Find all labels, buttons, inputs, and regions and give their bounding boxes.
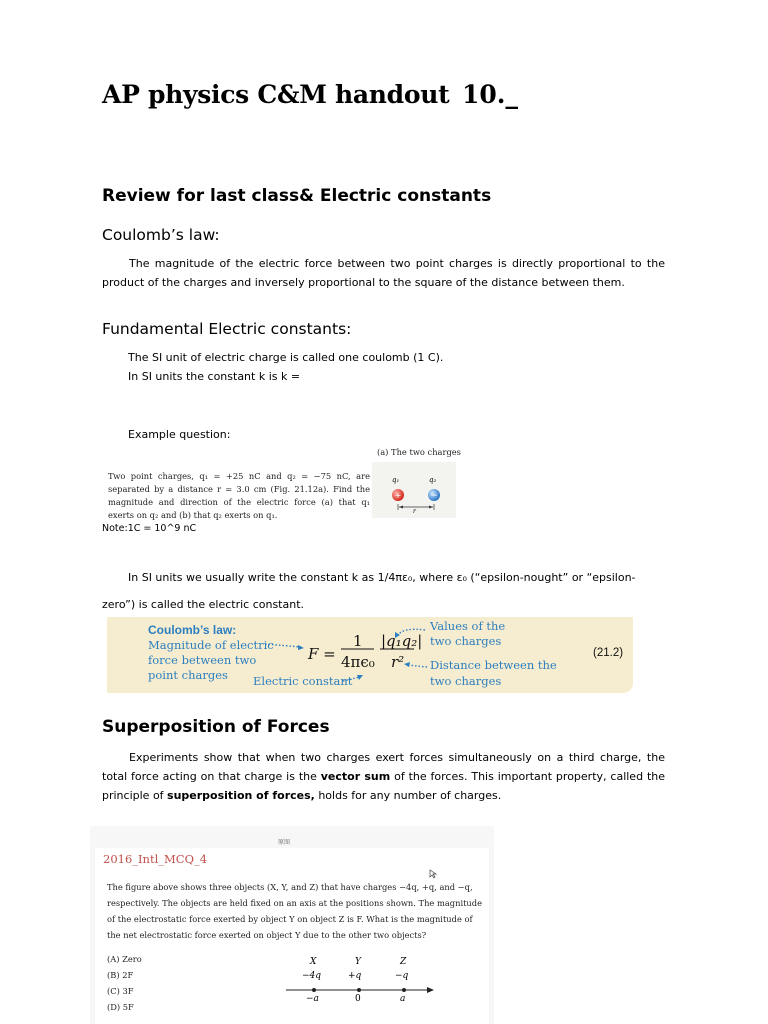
cursor-icon — [429, 869, 437, 879]
formula-r-squared: r² — [391, 653, 405, 671]
si-k-line: In SI units the constant k is k = — [128, 370, 301, 383]
epsilon-line-1: In SI units we usually write the constant k as 1/4πε₀, where ε₀ (“epsilon-nought” or “epsilon- — [128, 571, 636, 584]
mcq-option-a: (A) Zero — [107, 954, 142, 964]
formula-denominator: 4πϵ₀ — [341, 653, 375, 671]
charge-y: +q — [348, 971, 362, 981]
formula-charges: |q₁q₂| — [381, 632, 423, 650]
formula-F: F = — [308, 645, 336, 663]
q1-label: q₁ — [392, 476, 400, 484]
charge-z: −q — [395, 971, 409, 981]
svg-text:−: − — [430, 491, 438, 501]
charge-axis-diagram — [258, 955, 448, 1015]
axis-label-x: X — [310, 957, 317, 967]
formula-title: Coulomb’s law: — [148, 623, 237, 637]
formula-numerator: 1 — [353, 632, 363, 650]
charge-x: −4q — [302, 971, 322, 981]
distance-r-label: r — [413, 508, 416, 515]
epsilon-line-2: zero”) is called the electric constant. — [102, 598, 305, 611]
si-unit-line: The SI unit of electric charge is called one coulomb (1 C). — [128, 351, 444, 364]
formula-left-label-2: force between two — [148, 653, 257, 667]
formula-values-label-2: two charges — [430, 634, 502, 648]
point-y — [357, 988, 361, 992]
superposition-term: superposition of forces, — [167, 789, 315, 802]
formula-values-label-1: Values of the — [430, 619, 506, 633]
axis-line — [258, 955, 448, 1015]
axis-label-y: Y — [355, 957, 361, 967]
coulomb-heading: Coulomb’s law: — [102, 226, 220, 244]
fundamental-constants-heading: Fundamental Electric constants: — [102, 320, 352, 338]
mcq-title: 2016_Intl_MCQ_4 — [103, 852, 208, 866]
superposition-heading: Superposition of Forces — [102, 717, 330, 737]
point-z — [402, 988, 406, 992]
formula-constant-label: Electric constant — [253, 674, 353, 688]
mcq-option-c: (C) 3F — [107, 986, 134, 996]
superposition-text-1: Experiments show that when two charges exert forces simultaneously on a third charge, the total force acting on that charge is the — [102, 751, 665, 783]
formula-distance-label-1: Distance between the — [430, 658, 557, 672]
axis-label-z: Z — [400, 957, 407, 967]
position-y: 0 — [355, 994, 361, 1004]
mcq-option-b: (B) 2F — [107, 970, 134, 980]
page-title: AP physics C&M handout — [102, 80, 450, 109]
position-z: a — [400, 994, 406, 1004]
coulomb-law-formula-box — [107, 617, 633, 693]
example-figure-caption: (a) The two charges — [377, 447, 461, 457]
svg-text:+: + — [394, 491, 402, 500]
superposition-paragraph — [102, 748, 665, 805]
coulomb-paragraph: The magnitude of the electric force between two point charges is directly proportional to the product of the charges and inversely proportional to the square of the distance between them. — [102, 257, 665, 289]
q2-label: q₂ — [429, 476, 437, 484]
mcq-question-text: The figure above shows three objects (X, Y, and Z) that have charges −4q, +q, and −q, respectively. The objects are held fixed on an axis at the positions shown. The magnitude of the electrostatic force exerted by object Y on object Z is F. What is the magnitude of the net electrostatic force exerted on object Y due to the other two objects? — [107, 882, 483, 940]
point-x — [312, 988, 316, 992]
vector-sum-term: vector sum — [320, 770, 391, 783]
mcq-top-label: 原图 — [278, 839, 291, 846]
formula-distance-label-2: two charges — [430, 674, 502, 688]
example-problem-text: Two point charges, q₁ = +25 nC and q₂ = −75 nC, are separated by a distance r = 3.0 cm (Fig. 21.12a). Find the magnitude and direction of the electric force (a) that q₁ exerts on q₂ and (b) that q₂ exerts on q₁. — [108, 471, 370, 520]
section-heading-review: Review for last class& Electric constants — [102, 186, 492, 206]
superposition-text-3: holds for any number of charges. — [318, 789, 502, 802]
handout-number: 10._ — [462, 80, 518, 109]
mcq-option-d: (D) 5F — [107, 1002, 134, 1012]
equation-number: (21.2) — [593, 647, 624, 659]
formula-left-label-1: Magnitude of electric — [148, 638, 274, 652]
superposition-text-2: of the forces. This important property, called the principle of — [102, 770, 665, 802]
example-label: Example question: — [128, 428, 231, 441]
position-x: −a — [306, 994, 319, 1004]
note-line: Note:1C = 10^9 nC — [102, 523, 197, 534]
formula-left-label-3: point charges — [148, 668, 228, 682]
two-charges-figure — [372, 462, 456, 518]
